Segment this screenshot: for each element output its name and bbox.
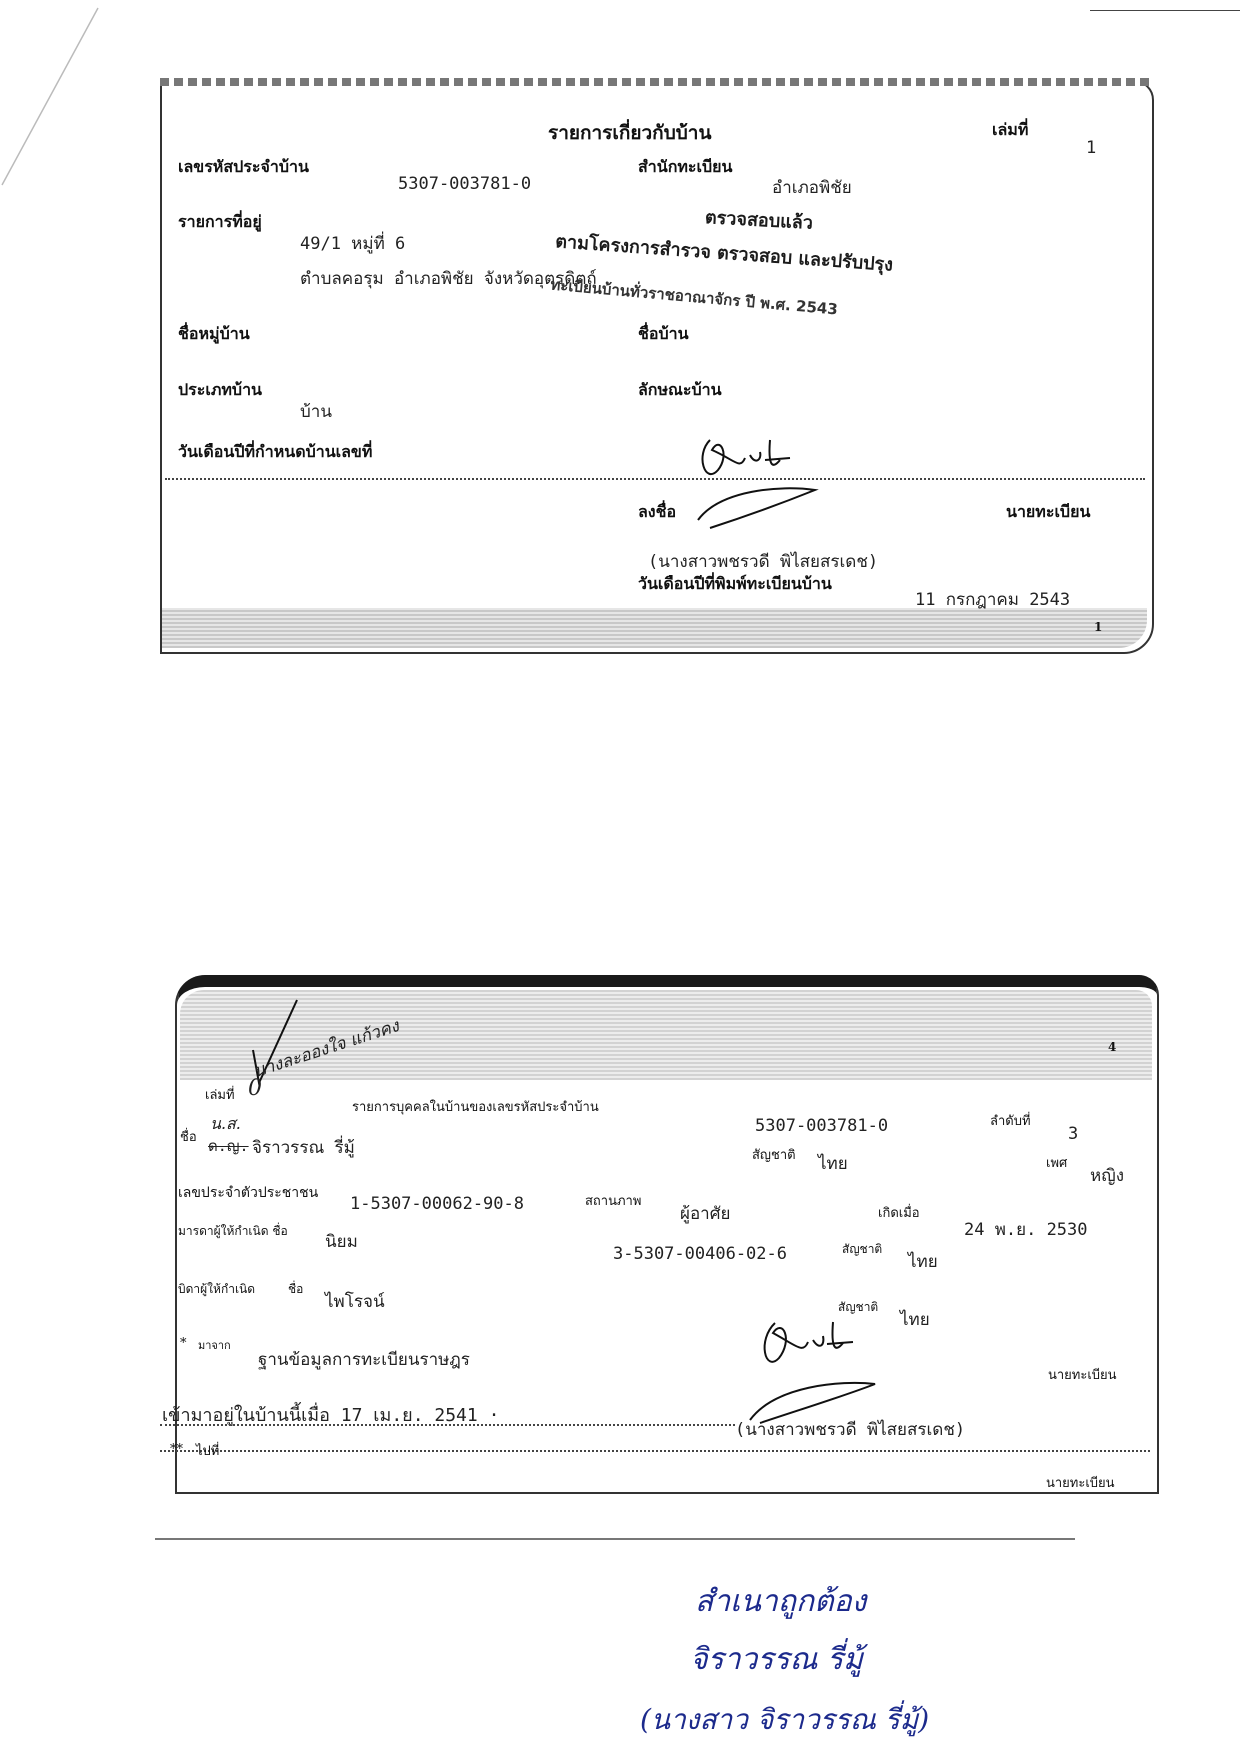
verification-stamp-line2: ตามโครงการสำรวจ ตรวจสอบ และปรับปรุง xyxy=(554,231,894,276)
registrar-signature-2 xyxy=(745,1308,895,1428)
nationality-value: ไทย xyxy=(818,1154,848,1174)
card1-page-number: 1 xyxy=(1094,620,1103,634)
village-name-label: ชื่อหมู่บ้าน xyxy=(178,324,250,343)
status-label: สถานภาพ xyxy=(585,1194,642,1209)
scan-top-line xyxy=(1090,10,1240,11)
father-name: ไพโรจน์ xyxy=(325,1292,385,1312)
address-line2: ตำบลคอรุม อำเภอพิชัย จังหวัดอุตรดิตถ์ xyxy=(300,269,597,289)
sex-label: เพศ xyxy=(1046,1156,1068,1171)
mother-id: 3-5307-00406-02-6 xyxy=(613,1244,787,1264)
registry-office-value: อำเภอพิชัย xyxy=(772,178,852,198)
card2-volume-value: 0 xyxy=(248,1076,262,1101)
verification-stamp-line3: ทะเบียนบ้านทั่วราชอาณาจักร ปี พ.ศ. 2543 xyxy=(549,275,839,319)
order-label: ลำดับที่ xyxy=(990,1114,1031,1129)
card2-house-code: 5307-003781-0 xyxy=(755,1116,889,1136)
sex-value: หญิง xyxy=(1090,1166,1124,1186)
house-name-label: ชื่อบ้าน xyxy=(638,324,689,343)
card2-volume-label: เล่มที่ xyxy=(205,1088,235,1103)
mother-label: มารดาผู้ให้กำเนิด ชื่อ xyxy=(178,1224,288,1238)
dotted-separator xyxy=(165,478,1145,480)
name-label: ชื่อ xyxy=(180,1130,197,1145)
certifier-full-name: (นางสาว จิราวรรณ รี่มู้) xyxy=(640,1703,930,1736)
moved-in-text: เข้ามาอยู่ในบ้านนี้เมื่อ 17 เม.ย. 2541 · xyxy=(162,1405,500,1426)
id-label: เลขประจำตัวประชาชน xyxy=(178,1185,319,1201)
handwritten-name: นางละอองใจ แก้วคง xyxy=(250,1016,402,1083)
mother-name: นิยม xyxy=(325,1232,358,1252)
card-perforation xyxy=(160,78,1150,86)
mother-nationality: ไทย xyxy=(908,1252,938,1272)
to-label: ไปที่ xyxy=(196,1444,220,1459)
number-date-label: วันเดือนปีที่กำหนดบ้านเลขที่ xyxy=(178,442,373,461)
registrar-title-label: นายทะเบียน xyxy=(1006,502,1091,521)
father-nationality-label: สัญชาติ xyxy=(838,1300,879,1314)
title-handwritten: น.ส. xyxy=(210,1114,241,1133)
dotted-separator-3 xyxy=(160,1450,1150,1452)
father-name-label: ชื่อ xyxy=(288,1282,304,1296)
title-struck: ด.ญ. xyxy=(208,1137,249,1155)
mother-nationality-label: สัญชาติ xyxy=(842,1242,883,1256)
registrar-label-1: นายทะเบียน xyxy=(1048,1368,1117,1383)
house-type-value: บ้าน xyxy=(300,402,332,422)
born-value: 24 พ.ย. 2530 xyxy=(964,1220,1088,1240)
person-name: จิราวรรณ รี่มู้ xyxy=(252,1138,355,1158)
registrar-label-2: นายทะเบียน xyxy=(1046,1476,1115,1491)
registrar-name: (นางสาวพชรวดี พิไสยสรเดช) xyxy=(648,552,879,572)
card2-header-text: รายการบุคคลในบ้านของเลขรหัสประจำบ้าน xyxy=(352,1100,599,1115)
certified-copy-text: สำเนาถูกต้อง xyxy=(695,1584,867,1619)
house-character-label: ลักษณะบ้าน xyxy=(638,380,722,399)
registrar-signature xyxy=(690,430,840,535)
address-line1: 49/1 หมู่ที่ 6 xyxy=(300,234,406,254)
dotted-separator-2 xyxy=(160,1424,735,1426)
house-type-label: ประเภทบ้าน xyxy=(178,380,262,399)
address-label: รายการที่อยู่ xyxy=(178,212,262,231)
card-footer-band xyxy=(162,608,1147,648)
order-value: 3 xyxy=(1068,1124,1079,1144)
house-code-label: เลขรหัสประจำบ้าน xyxy=(178,157,309,176)
certifier-signature: จิราวรรณ รี่มู้ xyxy=(690,1642,863,1677)
father-label: บิดาผู้ให้กำเนิด xyxy=(178,1282,256,1296)
print-date-label: วันเดือนปีที่พิมพ์ทะเบียนบ้าน xyxy=(638,574,832,593)
sign-label: ลงชื่อ xyxy=(638,502,677,521)
scan-edge-mark xyxy=(0,0,110,200)
status-value: ผู้อาศัย xyxy=(680,1204,731,1224)
registry-office-label: สำนักทะเบียน xyxy=(638,157,733,176)
card1-title: รายการเกี่ยวกับบ้าน xyxy=(548,122,712,144)
verification-stamp-line1: ตรวจสอบแล้ว xyxy=(704,207,814,234)
volume-value: 1 xyxy=(1086,138,1097,158)
father-nationality: ไทย xyxy=(900,1310,930,1330)
nationality-label: สัญชาติ xyxy=(752,1148,796,1163)
card2-registrar-name: (นางสาวพชรวดี พิไสยสรเดช) xyxy=(735,1420,966,1440)
print-date-value: 11 กรกฎาคม 2543 xyxy=(915,590,1071,610)
from-label: มาจาก xyxy=(198,1339,231,1352)
from-mark: * xyxy=(180,1336,187,1351)
card2-page-number: 4 xyxy=(1108,1040,1117,1054)
house-code-value: 5307-003781-0 xyxy=(398,174,532,194)
volume-label: เล่มที่ xyxy=(992,120,1029,139)
to-mark: ** xyxy=(170,1442,183,1457)
born-label: เกิดเมื่อ xyxy=(878,1206,920,1221)
id-value: 1-5307-00062-90-8 xyxy=(350,1194,524,1214)
card-bottom-edge xyxy=(155,1538,1075,1540)
from-value: ฐานข้อมูลการทะเบียนราษฎร xyxy=(258,1350,470,1370)
